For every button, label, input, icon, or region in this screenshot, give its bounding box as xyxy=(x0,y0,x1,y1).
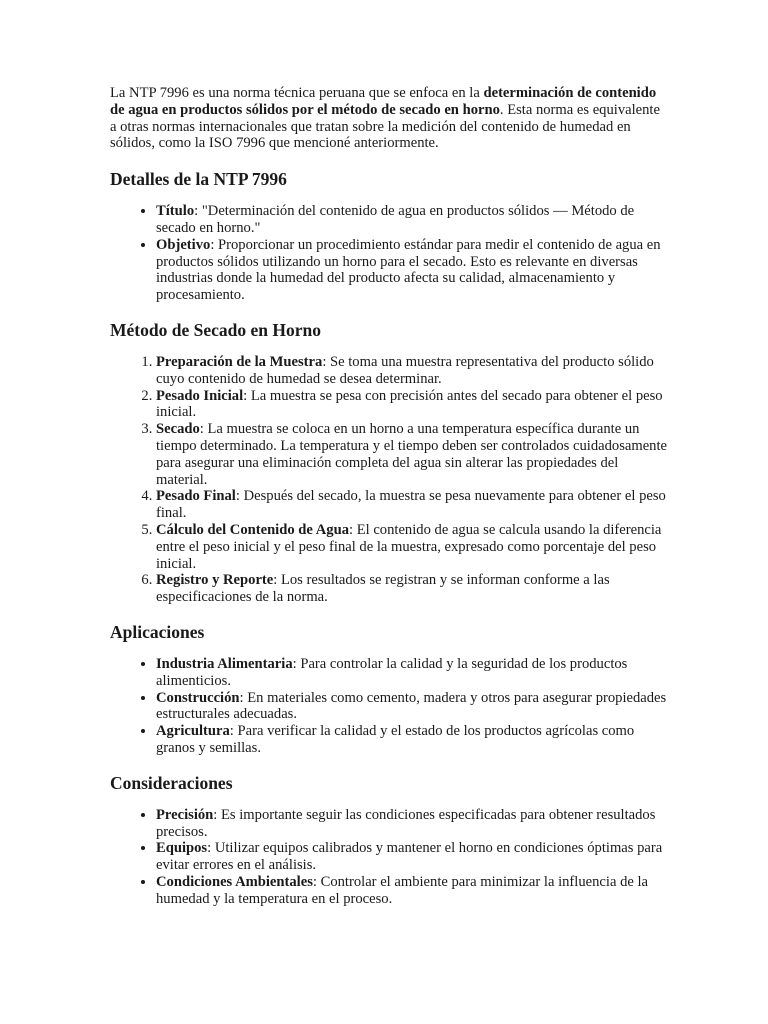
list-consideraciones xyxy=(110,807,668,908)
item-text: : "Determinación del contenido de agua en productos sólidos — Método de secado en horno." xyxy=(156,203,635,236)
intro-paragraph xyxy=(110,85,668,152)
item-text: : Es importante seguir las condiciones especificadas para obtener resultados precisos. xyxy=(156,806,656,840)
item-label: Secado xyxy=(156,421,200,438)
list-item xyxy=(156,522,668,572)
list-item xyxy=(156,840,668,874)
list-item xyxy=(156,656,668,690)
intro-text-after: . Esta norma es equivalente a otras normas internacionales que tratan sobre la medición del contenido de humedad en sólidos, como la ISO 7996 que mencioné anteriormente. xyxy=(110,101,660,152)
item-label: Precisión xyxy=(156,806,214,823)
item-text: : La muestra se pesa con precisión antes del secado para obtener el peso inicial. xyxy=(156,387,663,421)
list-item xyxy=(156,572,668,606)
heading-metodo: Método de Secado en Horno xyxy=(110,319,321,340)
item-label: Título xyxy=(156,203,195,220)
list-item xyxy=(156,807,668,841)
list-detalles xyxy=(110,203,668,304)
item-label: Condiciones Ambientales xyxy=(156,873,313,890)
item-text: : Utilizar equipos calibrados y mantener el horno en condiciones óptimas para evitar errores en el análisis. xyxy=(156,840,663,874)
list-aplicaciones xyxy=(110,656,668,757)
list-item xyxy=(156,203,668,237)
item-text: : Para verificar la calidad y el estado de los productos agrícolas como granos y semillas. xyxy=(156,723,635,756)
item-text: : Controlar el ambiente para minimizar la influencia de la humedad y la temperatura en el proceso. xyxy=(156,873,649,907)
list-item xyxy=(156,488,668,522)
list-item xyxy=(156,421,668,488)
item-label: Agricultura xyxy=(156,723,230,740)
intro-text-before: La NTP 7996 es una norma técnica peruana que se enfoca en la xyxy=(110,85,484,101)
list-metodo xyxy=(110,354,668,606)
heading-detalles: Detalles de la NTP 7996 xyxy=(110,169,287,190)
item-label: Cálculo del Contenido de Agua xyxy=(156,521,349,538)
item-text: : Proporcionar un procedimiento estándar para medir el contenido de agua en productos sólidos utilizando un horno para el secado. Esto es relevante en diversas industrias donde la humedad del producto afecta su calidad, almacenamiento y procesamiento. xyxy=(156,236,661,304)
item-label: Pesado Inicial xyxy=(156,387,244,404)
item-text: : Se toma una muestra representativa del producto sólido cuyo contenido de humedad se desea determinar. xyxy=(156,353,654,387)
list-item xyxy=(156,388,668,422)
list-item xyxy=(156,354,668,388)
item-text: : En materiales como cemento, madera y otros para asegurar propiedades estructurales adecuadas. xyxy=(156,689,667,723)
list-item xyxy=(156,874,668,908)
item-text: : Después del secado, la muestra se pesa nuevamente para obtener el peso final. xyxy=(156,488,666,522)
item-text: : La muestra se coloca en un horno a una temperatura específica durante un tiempo determinado. La temperatura y el tiempo deben ser controlados cuidadosamente para asegurar una eliminación completa del agua sin alterar las propiedades del material. xyxy=(156,421,668,488)
item-label: Pesado Final xyxy=(156,488,236,505)
item-label: Equipos xyxy=(156,840,208,857)
intro-bold-text: determinación de contenido de agua en productos sólidos por el método de secado en horno xyxy=(110,85,657,118)
item-label: Construcción xyxy=(156,689,240,706)
item-label: Objetivo xyxy=(156,236,211,253)
list-item xyxy=(156,723,668,757)
list-item xyxy=(156,690,668,724)
heading-consideraciones: Consideraciones xyxy=(110,772,233,793)
item-label: Industria Alimentaria xyxy=(156,655,293,672)
list-item xyxy=(156,237,668,304)
heading-aplicaciones: Aplicaciones xyxy=(110,621,205,642)
item-text: : Para controlar la calidad y la seguridad de los productos alimenticios. xyxy=(156,655,628,689)
item-text: : El contenido de agua se calcula usando la diferencia entre el peso inicial y el peso final de la muestra, expresado como porcentaje del peso inicial. xyxy=(156,521,662,572)
item-label: Registro y Reporte xyxy=(156,572,274,589)
item-label: Preparación de la Muestra xyxy=(156,353,323,370)
item-text: : Los resultados se registran y se informan conforme a las especificaciones de la norma. xyxy=(156,572,610,606)
